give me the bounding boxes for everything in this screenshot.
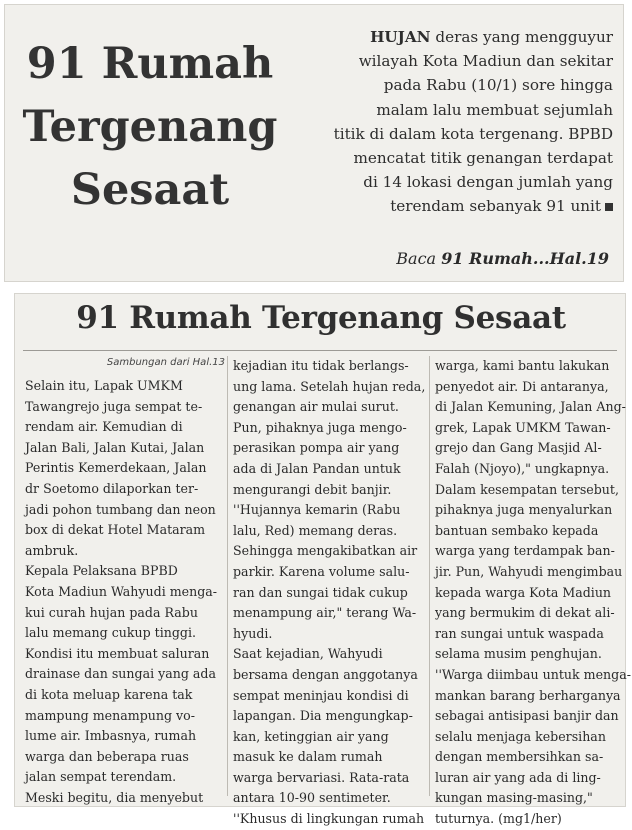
article-line: ''Hujannya kemarin (Rabu bbox=[233, 502, 401, 518]
article-line: luran air yang ada di ling- bbox=[435, 769, 601, 785]
lead-kicker: HUJAN bbox=[370, 28, 431, 46]
article-line: jalan sempat terendam. bbox=[25, 769, 177, 785]
column-2-text bbox=[233, 356, 429, 830]
article-line: Kepala Pelaksana BPBD bbox=[25, 563, 178, 579]
article-line: Falah (Njoyo)," ungkapnya. bbox=[435, 460, 610, 476]
article-line: kungan masing-masing," bbox=[435, 790, 593, 806]
article-line: yang bermukim di dekat ali- bbox=[435, 605, 615, 621]
article-line: masuk ke dalam rumah bbox=[233, 749, 383, 765]
article-line: Dalam kesempatan tersebut, bbox=[435, 481, 619, 497]
article-line: sempat meninjau kondisi di bbox=[233, 687, 409, 703]
end-square-icon bbox=[605, 203, 613, 211]
continued-reference bbox=[396, 249, 609, 268]
article-line: menampung air," terang Wa- bbox=[233, 605, 417, 621]
lead-line: di 14 lokasi dengan jumlah yang bbox=[363, 173, 613, 192]
article-line: selama musim penghujan. bbox=[435, 646, 602, 662]
article-line: drainase dan sungai yang ada bbox=[25, 666, 217, 682]
lead-line: wilayah Kota Madiun dan sekitar bbox=[358, 52, 613, 71]
article-line: mankan barang berharganya bbox=[435, 687, 621, 703]
headline-line: Tergenang bbox=[22, 102, 278, 152]
headline-line: Sesaat bbox=[70, 165, 230, 215]
column-divider bbox=[429, 356, 430, 796]
article-line: ran sungai untuk waspada bbox=[435, 625, 604, 641]
article-line: grejo dan Gang Masjid Al- bbox=[435, 440, 602, 456]
article-line: pihaknya juga menyalurkan bbox=[435, 502, 613, 518]
article-line: ran dan sungai tidak cukup bbox=[233, 584, 408, 600]
article-line: lalu, Red) memang deras. bbox=[233, 522, 398, 538]
article-line: lalu memang cukup tinggi. bbox=[25, 625, 197, 641]
article-line: tuturnya. (mg1/her) bbox=[435, 811, 562, 827]
continued-from-label: Sambungan dari Hal.13 bbox=[106, 357, 225, 368]
article-line: mengurangi debit banjir. bbox=[233, 481, 392, 497]
article-line: Jalan Bali, Jalan Kutai, Jalan bbox=[25, 439, 205, 455]
lead-line: malam lalu membuat sejumlah bbox=[376, 100, 613, 119]
article-line: selalu menjaga kebersihan bbox=[435, 728, 606, 744]
article-line: Selain itu, Lapak UMKM bbox=[25, 378, 183, 393]
article-line: warga dan beberapa ruas bbox=[25, 748, 189, 764]
article-line: grek, Lapak UMKM Tawan- bbox=[435, 419, 611, 435]
article-line: jadi pohon tumbang dan neon bbox=[25, 501, 216, 517]
article-line: lume air. Imbasnya, rumah bbox=[25, 728, 197, 744]
article-line: ada di Jalan Pandan untuk bbox=[233, 460, 401, 476]
article-line: ''Warga diimbau untuk menga- bbox=[435, 666, 631, 682]
article-line: lapangan. Dia mengungkap- bbox=[233, 708, 413, 724]
article-line: mampung menampung vo- bbox=[25, 707, 195, 723]
article-line: kan, ketinggian air yang bbox=[233, 728, 389, 744]
article-line: bantuan sembako kepada bbox=[435, 522, 599, 538]
article-line: Perintis Kemerdekaan, Jalan bbox=[25, 460, 207, 476]
title-rule bbox=[23, 350, 617, 351]
article-line: sebagai antisipasi banjir dan bbox=[435, 708, 619, 724]
front-page-clipping bbox=[4, 4, 624, 282]
article-line: ambruk. bbox=[25, 542, 79, 558]
column-divider bbox=[227, 356, 228, 796]
lead-line: pada Rabu (10/1) sore hingga bbox=[383, 76, 613, 95]
lead-line: mencatat titik genangan terdapat bbox=[353, 149, 613, 168]
article-line: perasikan pompa air yang bbox=[233, 440, 400, 456]
article-line: jir. Pun, Wahyudi mengimbau bbox=[435, 563, 623, 579]
article-line: Kondisi itu membuat saluran bbox=[25, 645, 210, 661]
article-line: warga, kami bantu lakukan bbox=[435, 358, 610, 373]
continuation-title: 91 Rumah Tergenang Sesaat bbox=[76, 300, 566, 336]
article-line: parkir. Karena volume salu- bbox=[233, 563, 410, 579]
article-column-1 bbox=[25, 356, 231, 808]
article-line: ''Khusus di lingkungan rumah bbox=[233, 811, 425, 827]
article-line: kepada warga Kota Madiun bbox=[435, 584, 612, 600]
lead-line bbox=[301, 194, 613, 218]
article-line: dengan membersihkan sa- bbox=[435, 749, 604, 765]
article-line: Tawangrejo juga sempat te- bbox=[25, 398, 203, 414]
headline-line: 91 Rumah bbox=[26, 39, 274, 89]
article-line: genangan air mulai surut. bbox=[233, 399, 399, 415]
article-line: hyudi. bbox=[233, 625, 273, 641]
lead-paragraph bbox=[301, 25, 613, 219]
continued-prefix: Baca bbox=[396, 249, 442, 268]
article-line: kejadian itu tidak berlangs- bbox=[233, 358, 409, 373]
article-line: kui curah hujan pada Rabu bbox=[25, 604, 198, 620]
article-line: box di dekat Hotel Mataram bbox=[25, 522, 206, 538]
article-line: Sehingga mengakibatkan air bbox=[233, 543, 418, 559]
article-line: di Jalan Kemuning, Jalan Ang- bbox=[435, 399, 626, 415]
article-line: dr Soetomo dilaporkan ter- bbox=[25, 480, 199, 496]
article-line: Meski begitu, dia menyebut bbox=[25, 789, 204, 805]
lead-text: deras yang mengguyur bbox=[430, 28, 613, 46]
article-line: Saat kejadian, Wahyudi bbox=[233, 646, 383, 662]
continued-target: 91 Rumah...Hal.19 bbox=[441, 249, 609, 268]
article-column-3 bbox=[435, 356, 631, 830]
lead-text: terendam sebanyak 91 unit bbox=[390, 197, 601, 216]
article-line: penyedot air. Di antaranya, bbox=[435, 378, 609, 394]
front-headline bbox=[5, 33, 295, 222]
article-line: Kota Madiun Wahyudi menga- bbox=[25, 583, 218, 599]
article-line: Pun, pihaknya juga mengo- bbox=[233, 419, 407, 435]
continuation-clipping bbox=[14, 293, 631, 827]
article-line: warga yang terdampak ban- bbox=[435, 543, 615, 559]
lead-line: titik di dalam kota tergenang. BPBD bbox=[333, 124, 613, 143]
article-line: di kota meluap karena tak bbox=[25, 686, 193, 702]
article-line: warga bervariasi. Rata-rata bbox=[233, 769, 410, 785]
column-1-text bbox=[25, 376, 231, 808]
article-line: bersama dengan anggotanya bbox=[233, 666, 418, 682]
article-column-2 bbox=[233, 356, 429, 830]
article-line: rendam air. Kemudian di bbox=[25, 419, 183, 435]
article-line: ung lama. Setelah hujan reda, bbox=[233, 378, 426, 394]
article-line: antara 10-90 sentimeter. bbox=[233, 790, 391, 806]
lead-line bbox=[301, 25, 613, 49]
column-3-text bbox=[435, 356, 631, 830]
